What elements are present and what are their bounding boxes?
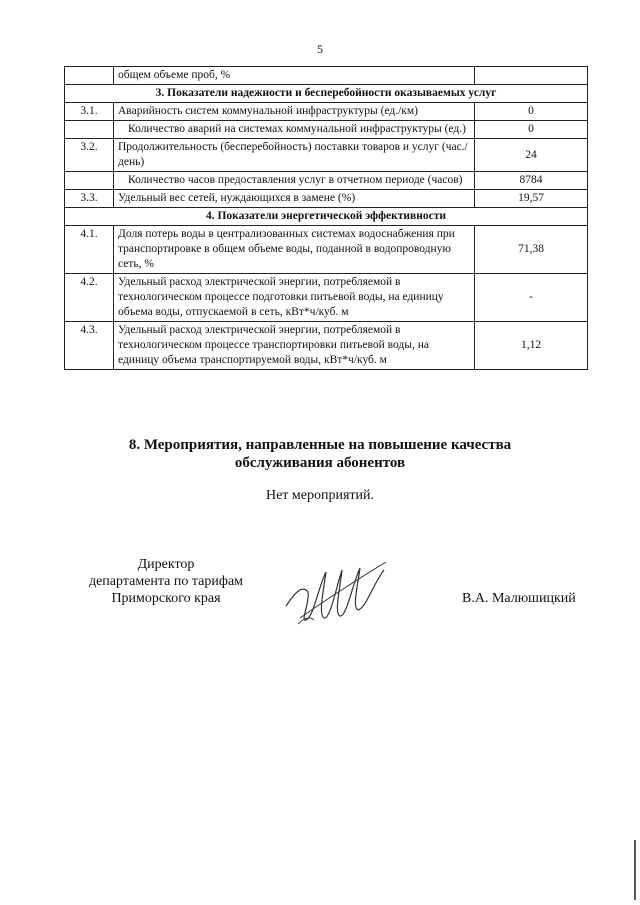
indicator-name: Удельный расход электрической энергии, потребляемой в технологическом процессе подготовки питьевой воды, на единицу объема воды, отпускаемой в сеть, кВт*ч/куб. м	[114, 274, 475, 322]
table-row	[65, 103, 588, 121]
row-number: 3.1.	[65, 103, 114, 121]
section-8-heading	[0, 436, 640, 472]
director-title-line-2: департамента по тарифам	[88, 574, 244, 589]
indicator-value	[475, 67, 588, 85]
table-section-header	[65, 85, 588, 103]
signer-name: В.А. Малюшицкий	[462, 591, 576, 606]
director-title-line-3: Приморского края	[111, 591, 221, 606]
indicator-value: 19,57	[475, 190, 588, 208]
row-number: 3.3.	[65, 190, 114, 208]
table-row	[65, 121, 588, 139]
section-8-heading-line-1: 8. Мероприятия, направленные на повышение качества	[128, 437, 512, 453]
director-title-line-1: Директор	[137, 557, 195, 572]
scan-edge-mark	[634, 840, 636, 900]
table-row	[65, 139, 588, 172]
indicator-value: -	[475, 274, 588, 322]
table-row	[65, 322, 588, 370]
table-row	[65, 190, 588, 208]
row-number: 4.1.	[65, 226, 114, 274]
indicator-name: Аварийность систем коммунальной инфраструктуры (ед./км)	[114, 103, 475, 121]
table-row	[65, 172, 588, 190]
indicator-value: 0	[475, 121, 588, 139]
indicator-value: 0	[475, 103, 588, 121]
row-number: 4.2.	[65, 274, 114, 322]
indicator-name: Количество аварий на системах коммунальной инфраструктуры (ед.)	[114, 121, 475, 139]
indicator-name: общем объеме проб, %	[114, 67, 475, 85]
indicator-name: Количество часов предоставления услуг в отчетном периоде (часов)	[114, 172, 475, 190]
table-body	[65, 67, 588, 370]
handwritten-signature	[280, 558, 390, 628]
indicator-value: 24	[475, 139, 588, 172]
director-title	[46, 556, 286, 607]
section-title: 4. Показатели энергетической эффективности	[65, 208, 588, 226]
indicator-value: 71,38	[475, 226, 588, 274]
indicators-table	[64, 66, 588, 370]
indicator-name: Удельный вес сетей, нуждающихся в замене (%)	[114, 190, 475, 208]
table-row	[65, 274, 588, 322]
section-title: 3. Показатели надежности и бесперебойности оказываемых услуг	[65, 85, 588, 103]
indicator-name: Удельный расход электрической энергии, потребляемой в технологическом процессе транспортировки питьевой воды, на единицу объема транспортируемой воды, кВт*ч/куб. м	[114, 322, 475, 370]
no-measures-text: Нет мероприятий.	[265, 488, 375, 503]
table-row	[65, 67, 588, 85]
row-number: 3.2.	[65, 139, 114, 172]
table-section-header	[65, 208, 588, 226]
row-number	[65, 172, 114, 190]
indicator-value: 1,12	[475, 322, 588, 370]
table-row	[65, 226, 588, 274]
indicator-name: Доля потерь воды в централизованных системах водоснабжения при транспортировке в общем объеме воды, поданной в водопроводную сеть, %	[114, 226, 475, 274]
row-number	[65, 121, 114, 139]
page-number: 5	[317, 42, 323, 56]
section-8-heading-line-2: обслуживания абонентов	[234, 455, 406, 471]
indicator-value: 8784	[475, 172, 588, 190]
indicator-name: Продолжительность (бесперебойность) поставки товаров и услуг (час./день)	[114, 139, 475, 172]
row-number: 4.3.	[65, 322, 114, 370]
row-number	[65, 67, 114, 85]
